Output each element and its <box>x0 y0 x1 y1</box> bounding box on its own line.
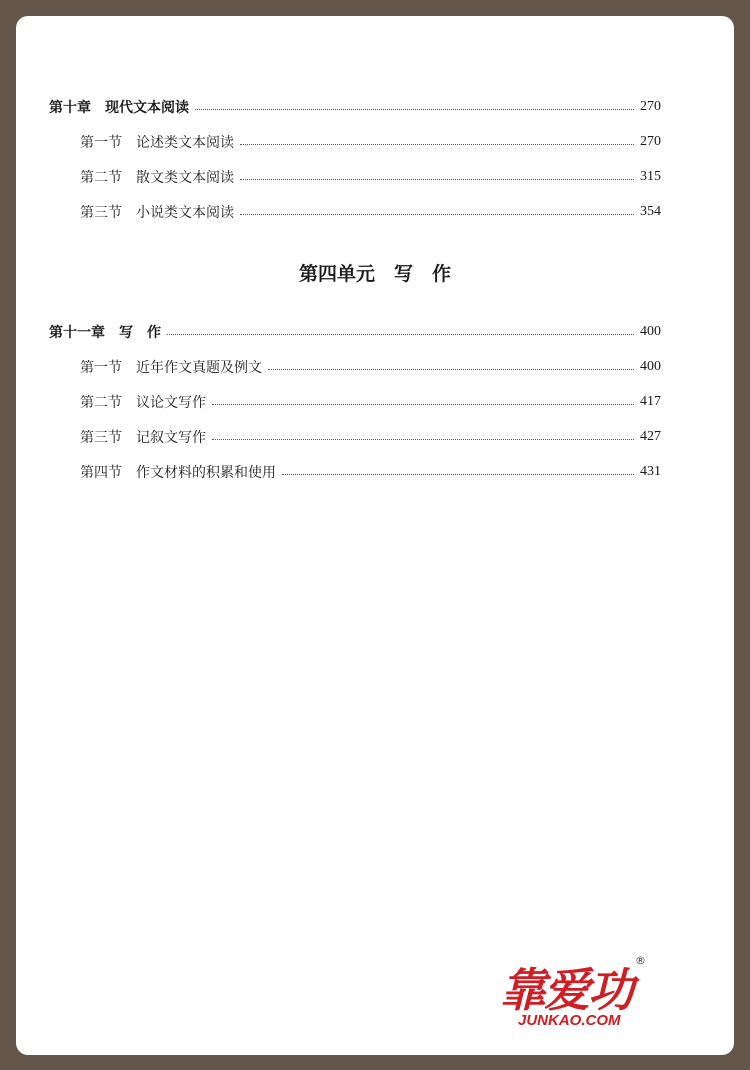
toc-leader-dots <box>212 403 634 405</box>
toc-page-number: 427 <box>640 429 661 444</box>
toc-leader-dots <box>212 438 634 440</box>
toc-leader-dots <box>240 178 634 180</box>
toc-page-number: 400 <box>640 324 661 339</box>
toc-entry-label: 第一节 近年作文真题及例文 <box>80 360 262 376</box>
logo-domain-text: JUNKAO.COM <box>518 1012 621 1029</box>
toc-page-number: 270 <box>640 134 661 149</box>
toc-page-number: 431 <box>640 464 661 479</box>
toc-leader-dots <box>240 213 634 215</box>
toc-entry-label: 第十章 现代文本阅读 <box>49 100 189 116</box>
toc-leader-dots <box>282 473 634 475</box>
toc-chapter-11[interactable] <box>16 321 734 343</box>
registered-mark: ® <box>635 954 646 967</box>
toc-leader-dots <box>195 108 634 110</box>
toc-entry-label: 第三节 记叙文写作 <box>80 430 206 446</box>
toc-section-11-1[interactable] <box>16 356 734 378</box>
logo-chinese-name: 靠爱功 <box>500 963 632 1017</box>
toc-chapter-10[interactable] <box>16 96 734 118</box>
toc-section-10-3[interactable] <box>16 201 734 223</box>
unit-heading: 第四单元 写 作 <box>298 263 451 285</box>
toc-entry-label: 第三节 小说类文本阅读 <box>80 205 234 221</box>
document-page <box>16 16 734 1055</box>
junkao-logo <box>500 954 650 1044</box>
toc-page-number: 400 <box>640 359 661 374</box>
toc-page-number: 315 <box>640 169 661 184</box>
toc-section-10-2[interactable] <box>16 166 734 188</box>
toc-entry-label: 第一节 论述类文本阅读 <box>80 135 234 151</box>
toc-page-number: 417 <box>640 394 661 409</box>
toc-entry-label: 第二节 散文类文本阅读 <box>80 170 234 186</box>
toc-entry-label: 第四节 作文材料的积累和使用 <box>80 465 276 481</box>
toc-entry-label: 第十一章 写 作 <box>49 325 161 341</box>
toc-section-11-2[interactable] <box>16 391 734 413</box>
toc-section-11-3[interactable] <box>16 426 734 448</box>
toc-page-number: 354 <box>640 204 661 219</box>
toc-leader-dots <box>167 333 634 335</box>
toc-section-10-1[interactable] <box>16 131 734 153</box>
toc-leader-dots <box>240 143 634 145</box>
toc-page-number: 270 <box>640 99 661 114</box>
toc-section-11-4[interactable] <box>16 461 734 483</box>
toc-entry-label: 第二节 议论文写作 <box>80 395 206 411</box>
toc-leader-dots <box>268 368 634 370</box>
